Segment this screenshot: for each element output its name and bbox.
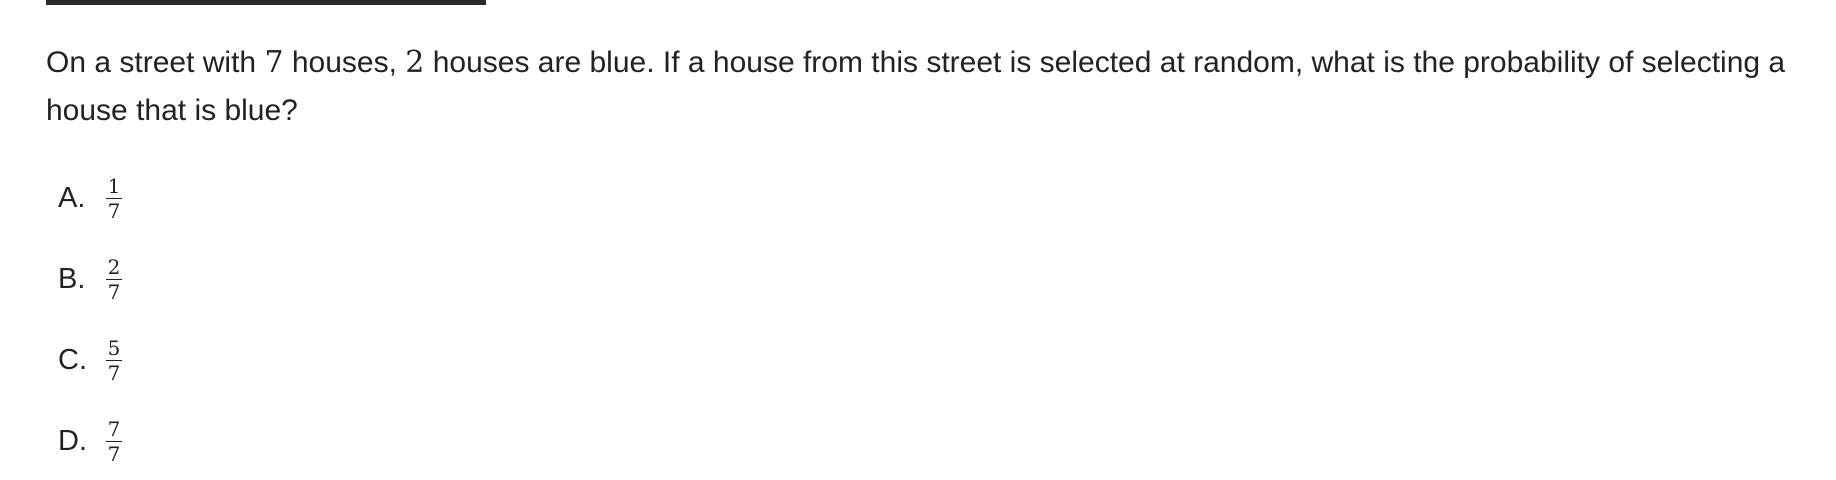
option-c-fraction: [106, 337, 122, 385]
question-text-after: houses are blue. If a house from this street is selected at random, what is the probability of selecting a house that is blue?: [46, 46, 1786, 127]
option-d-letter: D.: [58, 425, 87, 457]
option-a-denominator: 7: [107, 199, 121, 224]
top-divider-bar: [46, 0, 486, 5]
question-text: [46, 39, 1786, 135]
option-b-letter: B.: [58, 263, 86, 295]
option-d-denominator: 7: [107, 442, 121, 467]
option-d[interactable]: [58, 401, 122, 480]
option-b-numerator: 2: [107, 254, 121, 279]
option-b-fraction: [106, 256, 122, 304]
option-c[interactable]: [58, 320, 122, 401]
option-c-denominator: 7: [107, 361, 121, 386]
option-d-numerator: 7: [107, 416, 121, 441]
option-a-letter: A.: [58, 182, 86, 214]
question-total-houses: 7: [264, 45, 284, 80]
option-a[interactable]: [58, 158, 122, 239]
option-c-numerator: 5: [107, 335, 121, 360]
option-c-letter: C.: [58, 344, 87, 376]
option-a-fraction: [106, 175, 122, 223]
option-a-numerator: 1: [107, 173, 121, 198]
question-text-before: On a street with: [46, 46, 265, 79]
question-blue-houses: 2: [405, 45, 425, 80]
answer-options: [58, 158, 122, 480]
option-b[interactable]: [58, 239, 122, 320]
question-text-middle: houses,: [283, 46, 406, 79]
option-b-denominator: 7: [107, 280, 121, 305]
option-d-fraction: [106, 418, 122, 466]
